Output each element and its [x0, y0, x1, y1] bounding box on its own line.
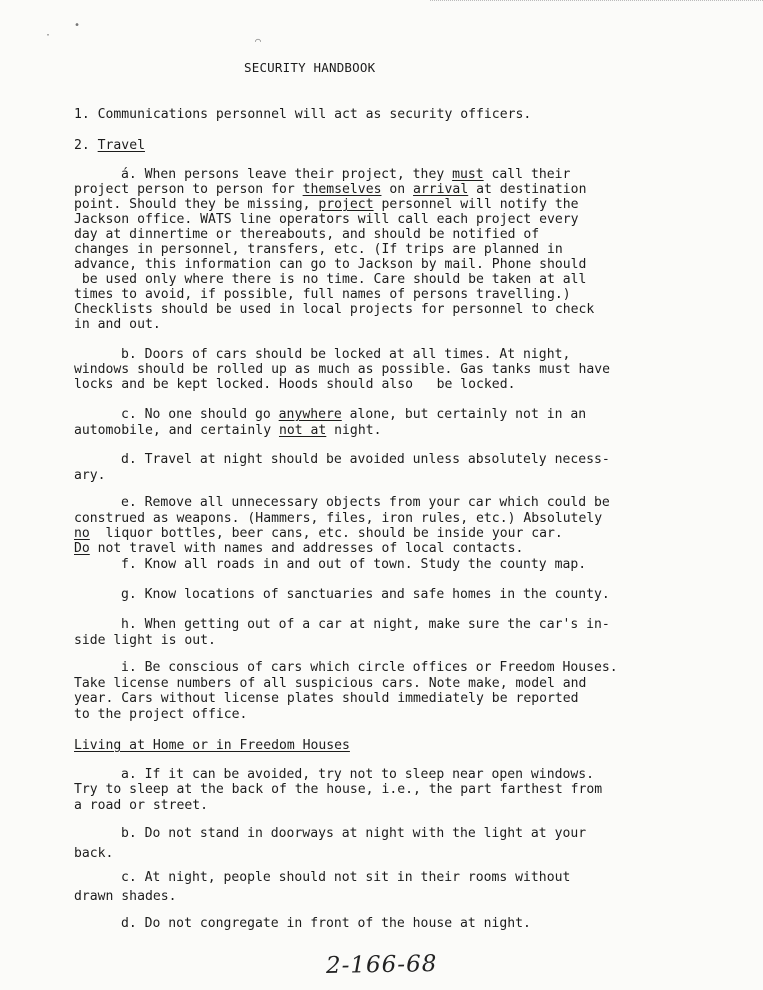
travel-a-line: in and out. [74, 317, 161, 332]
travel-e-line: construed as weapons. (Hammers, files, iron rules, etc.) Absolutely [74, 511, 603, 526]
travel-a-line: point. Should they be missing, project personnel will notify the [74, 197, 579, 212]
travel-a-line: advance, this information can go to Jackson by mail. Phone should [74, 257, 587, 272]
travel-b-line: windows should be rolled up as much as possible. Gas tanks must have [74, 362, 611, 377]
travel-e-line: e. Remove all unnecessary objects from your car which could be [121, 495, 610, 510]
scan-speck: • [74, 20, 81, 31]
living-a-line: Try to sleep at the back of the house, i.e., the part farthest from [74, 782, 603, 797]
item-1: 1. Communications personnel will act as security officers. [74, 107, 532, 122]
travel-i-line: year. Cars without license plates should immediately be reported [74, 691, 579, 706]
travel-b-line: locks and be kept locked. Hoods should also be locked. [74, 377, 516, 392]
scan-speck: · [45, 30, 52, 41]
living-b-line: back. [74, 846, 114, 861]
travel-a-line: project person to person for themselves on arrival at destination [74, 182, 587, 197]
travel-e-line: Do not travel with names and addresses of local contacts. [74, 541, 524, 556]
travel-b-line: b. Doors of cars should be locked at all times. At night, [121, 347, 571, 362]
travel-a-line: be used only where there is no time. Care should be taken at all [74, 272, 587, 287]
travel-i-line: Take license numbers of all suspicious cars. Note make, model and [74, 676, 587, 691]
travel-i-line: i. Be conscious of cars which circle offices or Freedom Houses. [121, 660, 618, 675]
travel-a-line: Checklists should be used in local projects for personnel to check [74, 302, 595, 317]
travel-i-line: to the project office. [74, 707, 248, 722]
travel-a-line: Jackson office. WATS line operators will call each project every [74, 212, 579, 227]
travel-g-line: g. Know locations of sanctuaries and safe homes in the county. [121, 587, 610, 602]
travel-a-line: á. When persons leave their project, they must call their [121, 167, 571, 182]
travel-e-line: no liquor bottles, beer cans, etc. should be inside your car. [74, 526, 563, 541]
handwritten-document-number: 2-166-68 [325, 951, 438, 979]
travel-a-line: day at dinnertime or thereabouts, and should be notified of [74, 227, 540, 242]
travel-c-line: automobile, and certainly not at night. [74, 423, 382, 438]
living-a-line: a. If it can be avoided, try not to sleep near open windows. [121, 767, 594, 782]
travel-d-line: d. Travel at night should be avoided unless absolutely necess- [121, 452, 610, 467]
travel-c-line: c. No one should go anywhere alone, but certainly not in an [121, 407, 587, 422]
travel-a-line: changes in personnel, transfers, etc. (If trips are planned in [74, 242, 563, 257]
travel-h-line: side light is out. [74, 633, 216, 648]
travel-f-line: f. Know all roads in and out of town. Study the county map. [121, 557, 587, 572]
scan-artifact [430, 0, 763, 7]
living-section-heading: Living at Home or in Freedom Houses [74, 738, 350, 753]
item-2-heading: 2. Travel [74, 138, 145, 153]
travel-a-line: times to avoid, if possible, full names of persons travelling.) [74, 287, 571, 302]
living-a-line: a road or street. [74, 798, 209, 813]
living-b-line: b. Do not stand in doorways at night with the light at your [121, 826, 587, 841]
scan-speck: ⌒ [255, 36, 262, 47]
living-c-line: c. At night, people should not sit in their rooms without [121, 870, 571, 885]
living-d-line: d. Do not congregate in front of the house at night. [121, 916, 531, 931]
travel-h-line: h. When getting out of a car at night, make sure the car's in- [121, 617, 610, 632]
document-title: SECURITY HANDBOOK [244, 60, 376, 75]
travel-d-line: ary. [74, 468, 106, 483]
living-c-line: drawn shades. [74, 889, 177, 904]
